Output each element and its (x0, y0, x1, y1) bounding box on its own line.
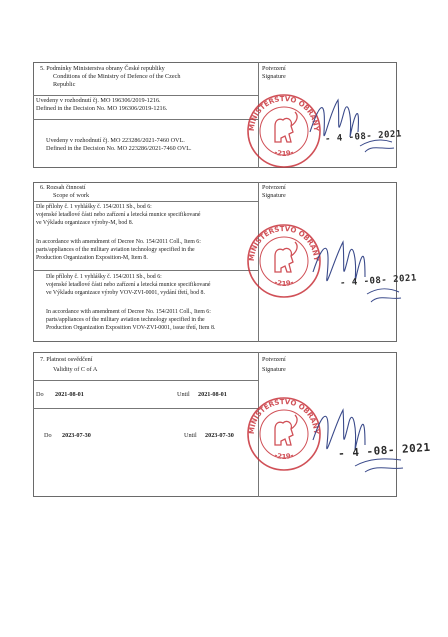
section-6-p4-line3: Production Organization Exposition VOV-ZVI-0001, issue třetí, Item 8. (46, 325, 216, 331)
section-6-p3-line1: Dle přílohy č. 1 vyhlášky č. 154/2011 Sb., bod 6: (46, 274, 162, 280)
section-6-signature-en: Signature (262, 192, 286, 199)
section-5-signature-en: Signature (262, 73, 286, 80)
svg-text:-219-: -219- (273, 451, 295, 461)
svg-text:MINISTERSTVO OBRANY: MINISTERSTVO OBRANY (247, 397, 321, 435)
date-stamp-section-7: - 4 -08- 2021 (337, 440, 431, 461)
section-6-p4-line1: In accordance with amendment of Decree No. 154/2011 Coll., Item 6: (46, 309, 211, 315)
section-7-row1-do-label: Do (36, 391, 44, 398)
signature-section-6 (305, 232, 405, 312)
section-5-signature-cz: Potvrzení (262, 65, 286, 72)
section-5-row2-en: Defined in the Decision No. MO 223286/2021-7460 OVL. (46, 145, 192, 152)
section-7-row1-divider (33, 408, 258, 409)
svg-text:-219-: -219- (273, 148, 295, 158)
section-6-p2-line1: In accordance with amendment of Decree No. 154/2011 Coll., Item 6: (36, 239, 201, 245)
section-7-row1-until-date: 2021-08-01 (198, 391, 227, 398)
section-6-row-divider (33, 270, 258, 271)
section-6-p1-line2: vojenské letadlové části nebo zařízení a letecká munice specifikované (36, 212, 201, 218)
section-7-row2-until-date: 2023-07-30 (205, 432, 234, 439)
section-5-title-en-line1: Conditions of the Ministry of Defence of the Czech (53, 73, 181, 80)
section-5-row1-cz: Uvedeny v rozhodnutí čj. MO 196306/2019-1216. (36, 97, 161, 104)
section-7-signature-cz: Potvrzení (262, 356, 286, 363)
section-6-p3-line2: vojenské letadlové části nebo zařízení a letecká munice specifikované (46, 282, 211, 288)
section-5-row2-cz: Uvedeny v rozhodnutí čj. MO 223286/2021-7460 OVL. (46, 137, 185, 144)
date-stamp-section-5: - 4 -08- 2021 (324, 129, 403, 145)
section-7-title-en: Validity of C of A (53, 366, 98, 373)
date-stamp-section-6: - 4 -08- 2021 (339, 273, 418, 289)
section-7-title-cz: 7. Platnost osvědčení (40, 356, 93, 363)
section-6-title-cz: 6. Rozsah činností (40, 184, 86, 191)
section-7-row1-do-date: 2021-08-01 (55, 391, 84, 398)
section-7-row2-until-label: Until (184, 432, 197, 439)
section-7-header-divider (33, 380, 258, 381)
section-6-p2-line3: Production Organization Exposition-M, Item 8. (36, 255, 148, 261)
section-6-p2-line2: parts/appliances of the military aviation technology specified in the (36, 247, 195, 253)
section-7-row1-until-label: Until (177, 391, 190, 398)
section-5-title-en-line2: Republic (53, 81, 76, 88)
section-7-signature-en: Signature (262, 366, 286, 373)
svg-text:-219-: -219- (273, 278, 295, 288)
section-6-p1-line3: ve Výkladu organizace výroby-M, bod 8. (36, 220, 134, 226)
section-6-p3-line3: ve Výkladu organizace výroby VOV-ZVI-0001, vydání třetí, bod 8. (46, 290, 205, 296)
section-6-header-divider (33, 201, 258, 202)
signature-section-5 (300, 92, 403, 162)
section-5-row1-en: Defined in the Decision No. MO 196306/2019-1216. (36, 105, 168, 112)
section-7-row2-do-date: 2023-07-30 (62, 432, 91, 439)
section-5-header-divider (33, 95, 258, 96)
section-5-row-divider (33, 119, 258, 120)
section-6-p4-line2: parts/appliances of the military aviation technology specified in the (46, 317, 205, 323)
section-6-p1-line1: Dle přílohy č. 1 vyhlášky č. 154/2011 Sb., bod 6: (36, 204, 152, 210)
svg-text:MINISTERSTVO OBRANY: MINISTERSTVO OBRANY (247, 94, 321, 132)
section-6-title-en: Scope of work (53, 192, 90, 199)
section-7-row2-do-label: Do (44, 432, 52, 439)
section-5-title-cz: 5. Podmínky Ministerstva obrany České republiky (40, 65, 165, 72)
svg-text:MINISTERSTVO OBRANY: MINISTERSTVO OBRANY (247, 224, 321, 262)
section-6-signature-cz: Potvrzení (262, 184, 286, 191)
signature-section-7 (305, 400, 405, 480)
